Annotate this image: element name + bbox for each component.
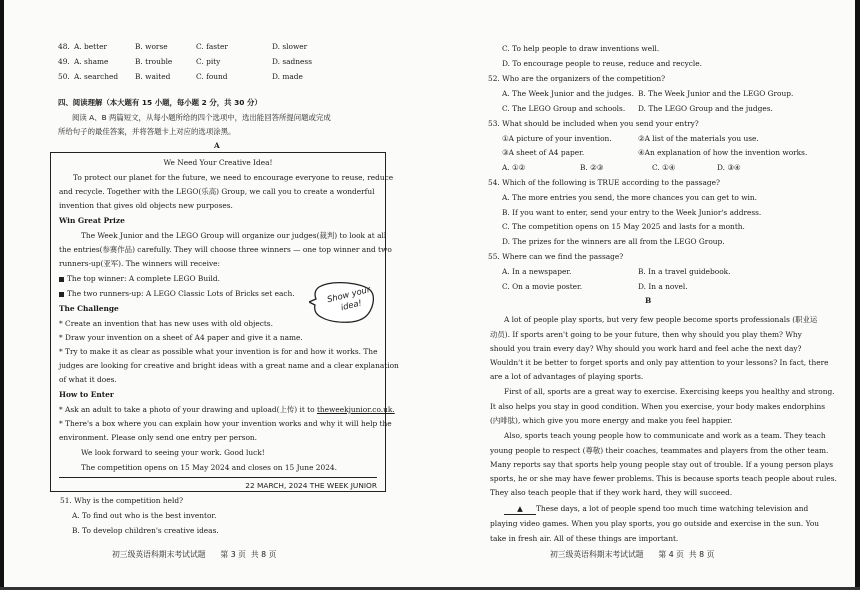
passage-b-line: young people to respect (尊敬) their coaches, teammates and players from the other team. xyxy=(490,446,829,455)
intro-line: invention that gives old objects new purposes. xyxy=(59,201,233,210)
q54-option-a: A. The more entries you send, the more chances you can get to win. xyxy=(502,193,758,202)
instruction-line-2: 所给句子的最佳答案，并将答题卡上对应的选项涂黑。 xyxy=(58,127,236,136)
q53-item-2: ②A list of the materials you use. xyxy=(638,134,759,143)
question-number: 49. xyxy=(58,57,70,66)
q55-option-a: A. In a newspaper. xyxy=(502,267,572,276)
q55-option-c: C. On a movie poster. xyxy=(502,282,583,291)
enter-line: environment. Please only send one entry per person. xyxy=(59,433,258,442)
option-b: B. worse xyxy=(135,42,168,51)
prize-text-line: the entries(参赛作品) carefully. They will choose three winners — one top winner and two xyxy=(59,245,392,254)
q51-option-d: D. To encourage people to reuse, reduce and recycle. xyxy=(502,59,703,68)
competition-notice-box xyxy=(50,152,399,492)
question-53: 53. What should be included when you send your entry? xyxy=(488,119,699,128)
page-4 xyxy=(430,0,860,590)
option-d: D. sadness xyxy=(272,57,313,66)
triangle-icon: ▲ xyxy=(517,504,523,513)
challenge-line: * Draw your invention on a sheet of A4 paper and give it a name. xyxy=(59,333,303,342)
section-title: 四、阅读理解（本大题有 15 小题，每小题 2 分，共 30 分） xyxy=(58,98,262,107)
option-a: A. better xyxy=(74,42,107,51)
q55-option-b: B. In a travel guidebook. xyxy=(638,267,731,276)
passage-b-line: are a lot of advantages of playing sports. xyxy=(490,372,644,381)
question-number: 48. xyxy=(58,42,70,51)
enter-heading: How to Enter xyxy=(59,390,114,399)
option-c: C. pity xyxy=(196,57,221,66)
q53-option-b: B. ②③ xyxy=(580,163,604,172)
q54-option-c: C. The competition opens on 15 May 2025 and lasts for a month. xyxy=(502,222,745,231)
passage-b-line: Also, sports teach young people how to communicate and work as a team. They teach xyxy=(504,431,826,440)
q51-option-c: C. To help people to draw inventions well. xyxy=(502,44,660,53)
prize-item-text: The top winner: A complete LEGO Build. xyxy=(67,274,220,283)
option-a: A. searched xyxy=(74,72,119,81)
passage-label-a: A xyxy=(214,141,220,150)
passage-b-line: It also helps you stay in good condition. When you exercise, your body makes endorphins xyxy=(490,402,826,411)
passage-b-line: A lot of people play sports, but very few people become sports professionals (职业运 xyxy=(504,315,818,324)
enter-line-text: * Ask an adult to take a photo of your drawing and upload(上传) it to xyxy=(59,405,317,414)
passage-b-line: playing video games. When you play sports, you go outside and exercise in the sun. You xyxy=(490,519,820,528)
option-a: A. shame xyxy=(74,57,109,66)
q52-option-b: B. The Week Junior and the LEGO Group. xyxy=(638,89,794,98)
question-51: 51. Why is the competition held? xyxy=(60,496,184,505)
passage-b-line: sports, he or she may have fewer problems. This is because sports teach people about rules. xyxy=(490,474,837,483)
passage-label-b: B xyxy=(645,296,652,305)
option-c: C. found xyxy=(196,72,228,81)
question-54: 54. Which of the following is TRUE according to the passage? xyxy=(488,178,720,187)
instruction-line-1: 阅读 A、B 两篇短文，从每小题所给的四个选项中，选出能回答所提问题或完成 xyxy=(72,113,331,122)
option-d: D. slower xyxy=(272,42,308,51)
challenge-line: judges are looking for creative and bright ideas with a great name and a clear explanation xyxy=(59,361,399,370)
option-d: D. made xyxy=(272,72,303,81)
question-52: 52. Who are the organizers of the competition? xyxy=(488,74,666,83)
challenge-line: of what it does. xyxy=(59,375,117,384)
q52-option-a: A. The Week Junior and the judges. xyxy=(502,89,634,98)
passage-b-line: Wouldn't it be better to forget sports and only pay attention to your lessons? In fact, there xyxy=(490,358,829,367)
page-footer xyxy=(550,548,714,563)
q53-item-1: ①A picture of your invention. xyxy=(502,134,612,143)
q54-option-b: B. If you want to enter, send your entry to the Week Junior's address. xyxy=(502,208,762,217)
challenge-line: * Create an invention that has new uses with old objects. xyxy=(59,319,273,328)
prize-text-line: The Week Junior and the LEGO Group will organize our judges(裁判) to look at all xyxy=(81,231,387,240)
option-c: C. faster xyxy=(196,42,228,51)
footer-text: 初三级英语科期末考试试题 第 3 页 共 8 页 xyxy=(112,550,277,559)
passage-b-line: (内啡肽), which give you more energy and make you feel happier. xyxy=(490,416,733,425)
passage-b-line: They also teach people that if they work hard, they will succeed. xyxy=(490,488,733,497)
square-bullet-icon xyxy=(59,277,64,282)
question-number: 50. xyxy=(58,72,70,81)
q53-item-3: ③A sheet of A4 paper. xyxy=(502,148,585,157)
passage-b-line: First of all, sports are a great way to exercise. Exercising keeps you healthy and strong. xyxy=(504,387,835,396)
q53-option-d: D. ③④ xyxy=(717,163,741,172)
prize-item-text: The two runners-up: A LEGO Classic Lots of Bricks set each. xyxy=(67,289,295,298)
notice-title: We Need Your Creative Idea! xyxy=(163,158,273,167)
passage-b-line: should you train every day? Why should you work hard and feel ache the next day? xyxy=(490,344,802,353)
passage-b-blank-line xyxy=(490,502,842,517)
speech-bubble xyxy=(309,281,375,325)
enter-line xyxy=(59,403,395,418)
dateline: 22 MARCH, 2024 THE WEEK JUNIOR xyxy=(59,477,377,494)
q55-option-d: D. In a novel. xyxy=(638,282,688,291)
page-footer xyxy=(112,548,276,563)
challenge-heading: The Challenge xyxy=(59,304,119,313)
cloze-row-50 xyxy=(50,70,390,84)
question-55: 55. Where can we find the passage? xyxy=(488,252,624,261)
q53-option-c: C. ①④ xyxy=(652,163,676,172)
option-b: B. trouble xyxy=(135,57,173,66)
prize-text-line: runners-up(亚军). The winners will receive: xyxy=(59,259,221,268)
q51-option-b: B. To develop children's creative ideas. xyxy=(72,526,219,535)
passage-b-line: Many reports say that sports help young people stay out of trouble. If a young person plays xyxy=(490,460,834,469)
passage-b-line: take in fresh air. All of these things are important. xyxy=(490,534,679,543)
closing-line: We look forward to seeing your work. Good luck! xyxy=(81,448,265,457)
footer-text: 初三级英语科期末考试试题 第 4 页 共 8 页 xyxy=(550,550,715,559)
cloze-row-49 xyxy=(50,55,390,69)
enter-line: * There's a box where you can explain how your invention works and why it will help the xyxy=(59,419,392,428)
passage-b-line: 动员). If sports aren't going to be your future, then why should you play them? Why xyxy=(490,330,802,339)
intro-line: and recycle. Together with the LEGO(乐高) Group, we call you to create a wonderful xyxy=(59,187,375,196)
square-bullet-icon xyxy=(59,292,64,297)
website-link[interactable]: theweekjunior.co.uk. xyxy=(316,405,395,414)
q53-option-a: A. ①② xyxy=(502,163,526,172)
q53-item-4: ④An explanation of how the invention works. xyxy=(638,148,808,157)
q52-option-c: C. The LEGO Group and schools. xyxy=(502,104,626,113)
answer-blank[interactable] xyxy=(504,504,536,515)
blank-line-text: These days, a lot of people spend too much time watching television and xyxy=(536,504,809,513)
q54-option-d: D. The prizes for the winners are all from the LEGO Group. xyxy=(502,237,725,246)
q52-option-d: D. The LEGO Group and the judges. xyxy=(638,104,773,113)
option-b: B. waited xyxy=(135,72,171,81)
q51-option-a: A. To find out who is the best inventor. xyxy=(72,511,217,520)
closing-line: The competition opens on 15 May 2024 and closes on 15 June 2024. xyxy=(81,463,337,472)
intro-line: To protect our planet for the future, we need to encourage everyone to reuse, reduce xyxy=(73,173,394,182)
bubble-text: Show your idea! xyxy=(325,283,372,313)
prize-heading: Win Great Prize xyxy=(59,216,125,225)
challenge-line: * Try to make it as clear as possible what your invention is for and how it works. The xyxy=(59,347,378,356)
cloze-row-48 xyxy=(50,40,390,54)
